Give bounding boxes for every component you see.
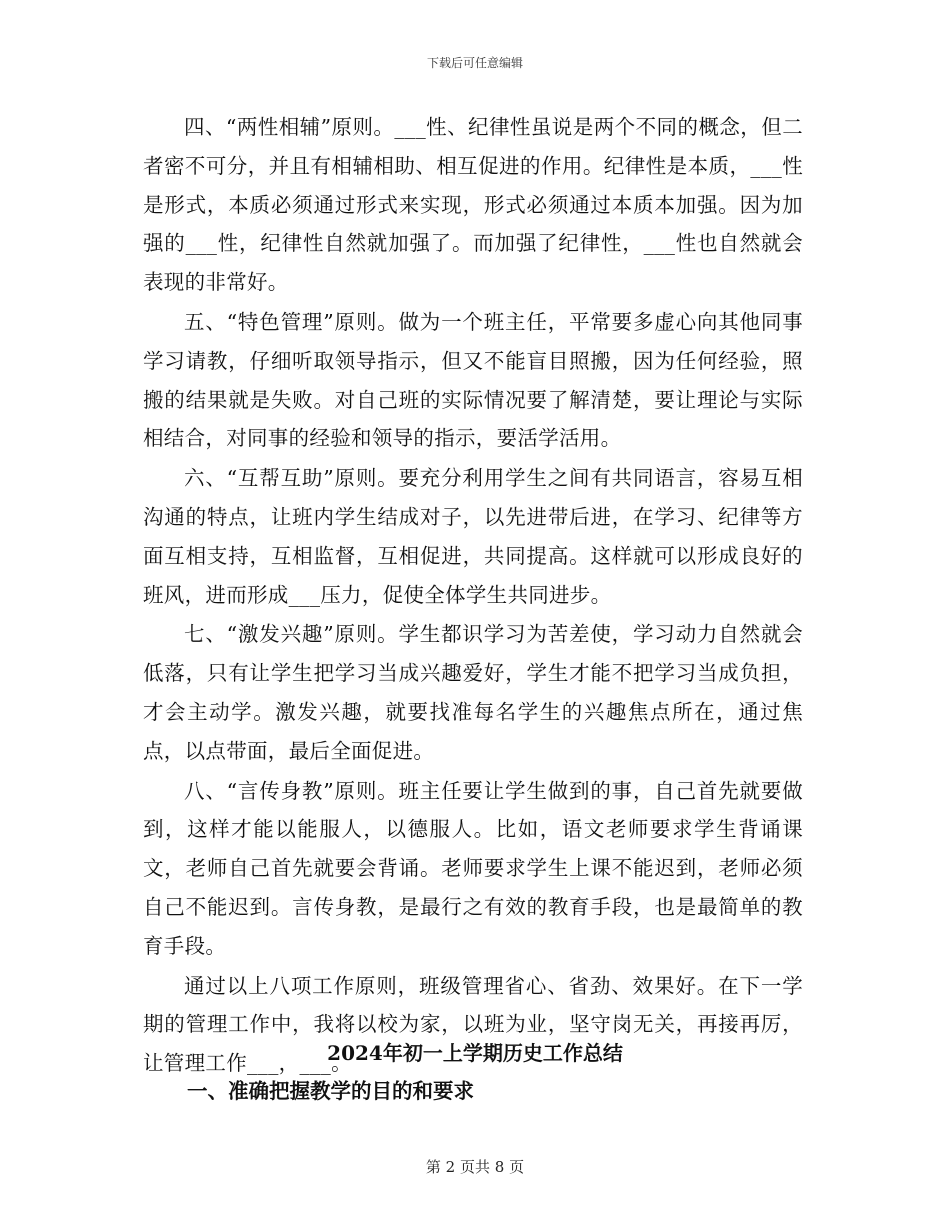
- document-title: 2024年初一上学期历史工作总结: [327, 1041, 623, 1065]
- paragraph-principle-8: 八、“言传身教”原则。班主任要让学生做到的事，自己首先就要做到，这样才能以能服人，以德服人。比如，语文老师要求学生背诵课文，老师自己首先就要会背诵。老师要求学生上课不能迟到，老师必须自己不能迟到。言传身教，是最行之有效的教育手段，也是最简单的教育手段。: [143, 778, 803, 958]
- paragraph-principle-5: 五、“特色管理”原则。做为一个班主任，平常要多虚心向其他同事学习请教，仔细听取领导指示，但又不能盲目照搬，因为任何经验，照搬的结果就是失败。对自己班的实际情况要了解清楚，要让理论与实际相结合，对同事的经验和领导的指示，要活学活用。: [143, 309, 803, 451]
- paragraph-principle-7: 七、“激发兴趣”原则。学生都识学习为苦差使，学习动力自然就会低落，只有让学生把学习当成兴趣爱好，学生才能不把学习当成负担，才会主动学。激发兴趣，就要找准每名学生的兴趣焦点所在，通过焦点，以点带面，最后全面促进。: [143, 622, 803, 763]
- page-header: 下载后可任意编辑: [426, 56, 523, 70]
- section-heading: 一、准确把握教学的目的和要求: [187, 1079, 474, 1103]
- page-footer: 第 2 页共 8 页: [425, 1158, 525, 1176]
- body-text: [143, 108, 803, 1084]
- paragraph-principle-6: 六、“互帮互助”原则。要充分利用学生之间有共同语言，容易互相沟通的特点，让班内学生结成对子，以先进带后进，在学习、纪律等方面互相支持，互相监督，互相促进，共同提高。这样就可以形成良好的班风，进而形成___压力，促使全体学生共同进步。: [143, 466, 803, 607]
- paragraph-conclusion: 通过以上八项工作原则，班级管理省心、省劲、效果好。在下一学期的管理工作中，我将以校为家，以班为业，坚守岗无关，再接再厉，让管理工作___，___。: [143, 973, 803, 1076]
- paragraph-principle-4: 四、“两性相辅”原则。___性、纪律性虽说是两个不同的概念，但二者密不可分，并且有相辅相助、相互促进的作用。纪律性是本质，___性是形式，本质必须通过形式来实现，形式必须通过本质本加强。因为加强的___性，纪律性自然就加强了。而加强了纪律性，___性也自然就会表现的非常好。: [143, 115, 803, 295]
